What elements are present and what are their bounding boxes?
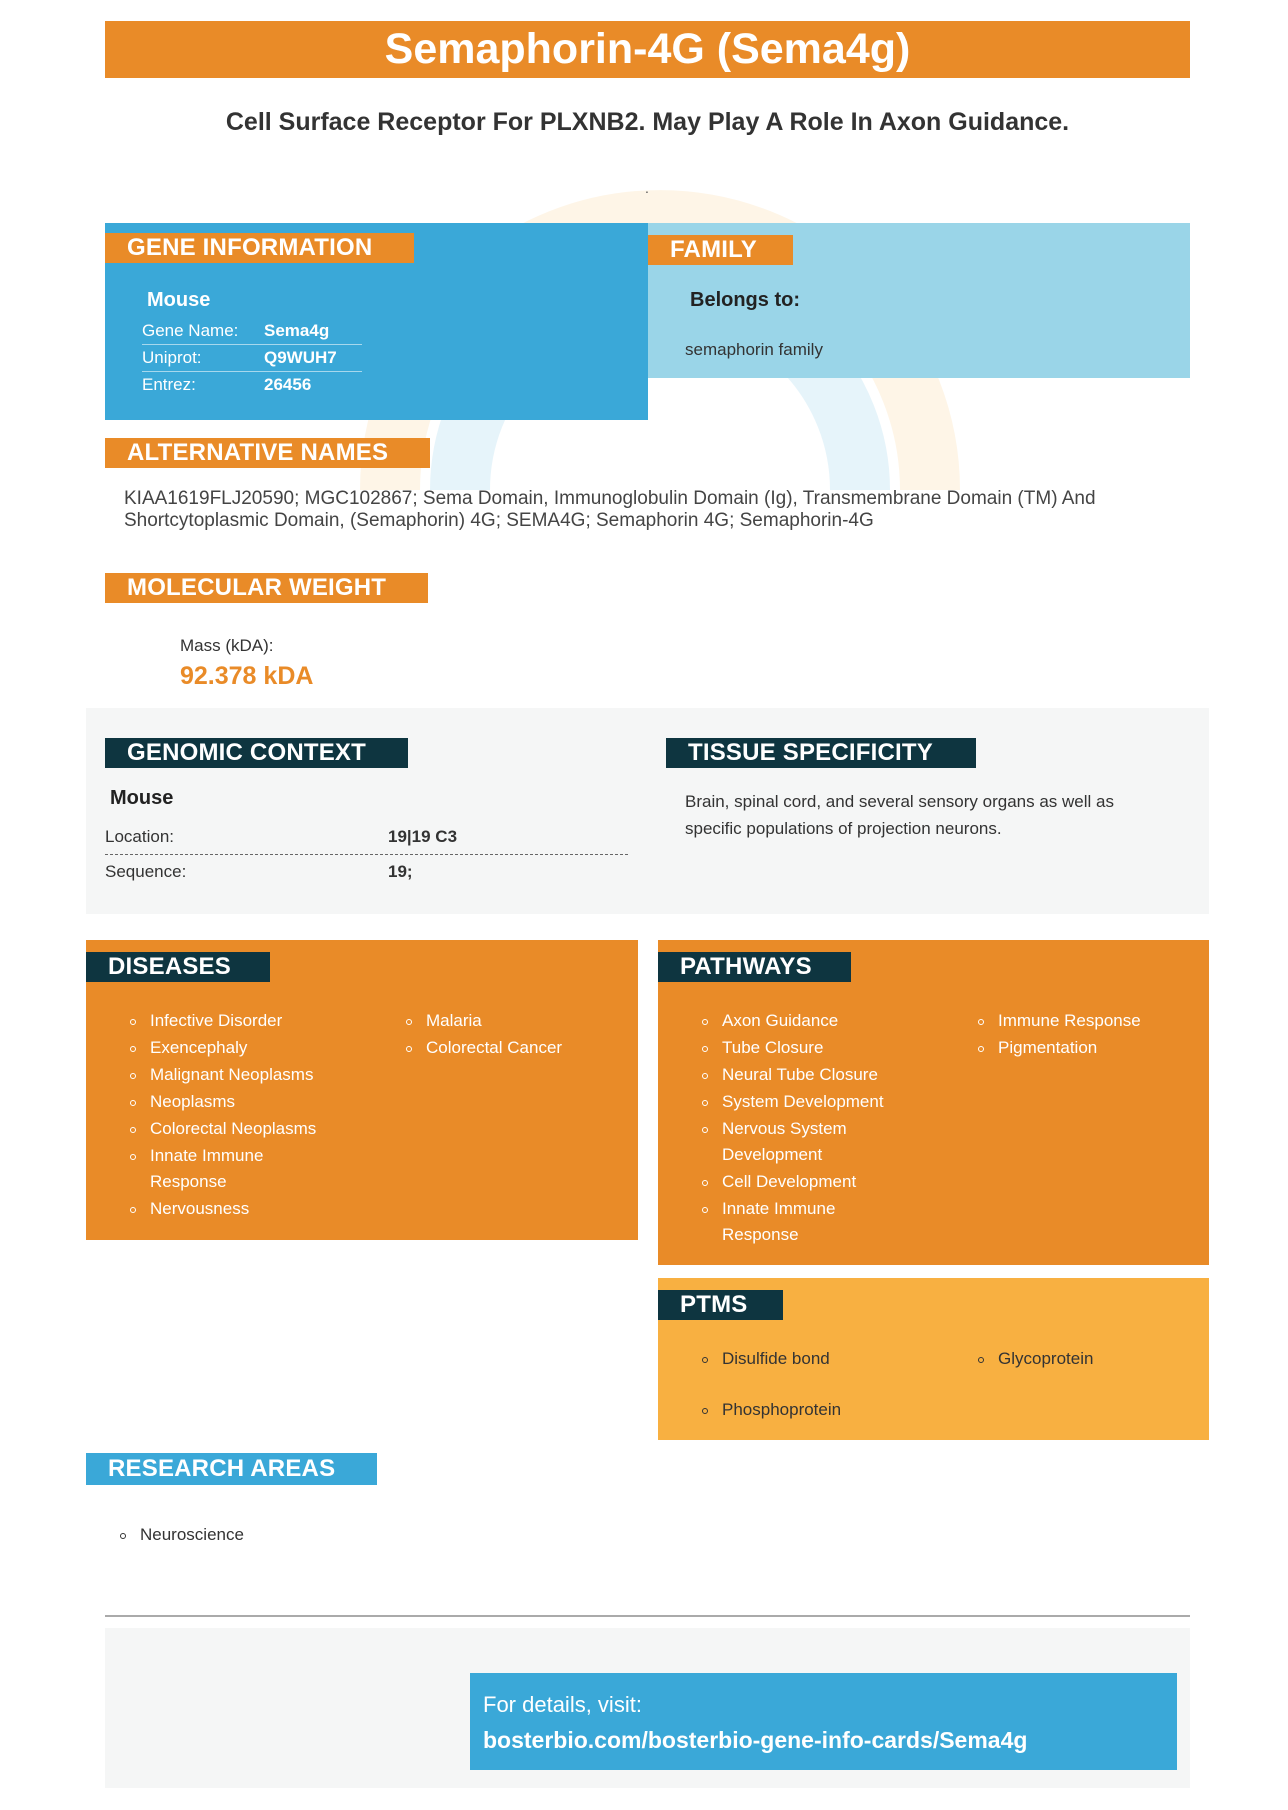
alternative-names-text: KIAA1619FLJ20590; MGC102867; Sema Domain, Immunoglobulin Domain (Ig), Transmembrane Domain (TM) And Shortcytoplasmic Domain, (Semaphorin) 4G; SEMA4G; Semaphorin 4G; Semaphorin-4G — [124, 488, 1096, 531]
list-item: Cell Development — [700, 1169, 940, 1195]
diseases-list-col1 — [128, 1008, 358, 1223]
family-value: semaphorin family — [685, 340, 823, 359]
genomic-row-value: 19|19 C3 — [388, 827, 458, 846]
genomic-context-heading: GENOMIC CONTEXT — [105, 738, 408, 768]
list-item: Innate Immune Response — [700, 1196, 872, 1248]
ptms-panel — [658, 1278, 1209, 1440]
gene-information-heading: GENE INFORMATION — [105, 233, 414, 263]
list-item: Nervous System Development — [700, 1116, 872, 1168]
footer-visit-label: For details, visit: — [483, 1692, 642, 1717]
pathways-heading: PATHWAYS — [658, 952, 851, 982]
list-item: Colorectal Neoplasms — [128, 1116, 358, 1142]
gene-row-value: Sema4g — [264, 321, 330, 340]
footer-divider — [105, 1615, 1190, 1617]
ptms-heading: PTMS — [658, 1290, 783, 1320]
page-title: Semaphorin-4G (Sema4g) — [105, 21, 1190, 78]
family-panel — [648, 223, 1190, 378]
list-item: Immune Response — [976, 1008, 1196, 1034]
genomic-row-key: Location: — [105, 827, 174, 846]
list-item: Neoplasms — [128, 1089, 358, 1115]
pathways-panel — [658, 940, 1209, 1265]
research-areas-list — [118, 1522, 418, 1549]
list-item: Disulfide bond — [700, 1346, 940, 1372]
ptms-list-col1 — [700, 1346, 940, 1424]
separator-dot: . — [645, 180, 649, 196]
list-item: Neuroscience — [118, 1522, 418, 1548]
list-item: Infective Disorder — [128, 1008, 358, 1034]
gene-species: Mouse — [147, 289, 211, 311]
list-item: Axon Guidance — [700, 1008, 940, 1034]
gene-row-value: 26456 — [264, 375, 312, 394]
gene-row-key: Gene Name: — [142, 321, 239, 340]
list-item: System Development — [700, 1089, 940, 1115]
tissue-specificity-heading: TISSUE SPECIFICITY — [666, 738, 976, 768]
genomic-row-key: Sequence: — [105, 862, 187, 881]
diseases-panel — [86, 940, 638, 1240]
research-areas-heading: RESEARCH AREAS — [86, 1453, 377, 1485]
tissue-specificity-text: Brain, spinal cord, and several sensory organs as well as specific populations of projection neurons. — [685, 792, 1114, 838]
diseases-heading: DISEASES — [86, 952, 270, 982]
gene-row-key: Uniprot: — [142, 348, 202, 367]
genomic-species: Mouse — [110, 787, 174, 809]
ptms-list-col2 — [976, 1346, 1196, 1373]
genomic-row-value: 19; — [388, 862, 413, 881]
list-item: Exencephaly — [128, 1035, 358, 1061]
list-item: Colorectal Cancer — [404, 1035, 624, 1061]
pathways-list-col1 — [700, 1008, 940, 1249]
molecular-weight-heading: MOLECULAR WEIGHT — [105, 573, 428, 603]
list-item: Glycoprotein — [976, 1346, 1196, 1372]
mass-label: Mass (kDA): — [180, 636, 274, 655]
alternative-names-heading: ALTERNATIVE NAMES — [105, 438, 430, 468]
list-item: Pigmentation — [976, 1035, 1196, 1061]
genomic-row-sequence — [105, 855, 628, 889]
mass-value: 92.378 kDA — [180, 662, 314, 690]
footer-details-box — [470, 1673, 1177, 1770]
pathways-list-col2 — [976, 1008, 1196, 1062]
footer-details-link[interactable]: bosterbio.com/bosterbio-gene-info-cards/Sema4g — [483, 1727, 1028, 1753]
family-heading: FAMILY — [648, 235, 793, 265]
list-item: Phosphoprotein — [700, 1397, 940, 1423]
list-item: Nervousness — [128, 1196, 358, 1222]
list-item: Malignant Neoplasms — [128, 1062, 358, 1088]
gene-information-panel — [105, 223, 648, 420]
page-subtitle: Cell Surface Receptor For PLXNB2. May Play A Role In Axon Guidance. — [225, 108, 1070, 136]
gene-row-uniprot — [142, 345, 362, 372]
genomic-row-location — [105, 820, 628, 855]
gene-row-entrez — [142, 372, 362, 398]
list-item: Neural Tube Closure — [700, 1062, 940, 1088]
family-belongs-label: Belongs to: — [690, 289, 800, 311]
list-item: Tube Closure — [700, 1035, 940, 1061]
gene-row-key: Entrez: — [142, 375, 196, 394]
list-item: Innate Immune Response — [128, 1143, 300, 1195]
gene-row-name — [142, 318, 362, 345]
list-item: Malaria — [404, 1008, 624, 1034]
gene-row-value: Q9WUH7 — [264, 348, 337, 367]
diseases-list-col2 — [404, 1008, 624, 1062]
